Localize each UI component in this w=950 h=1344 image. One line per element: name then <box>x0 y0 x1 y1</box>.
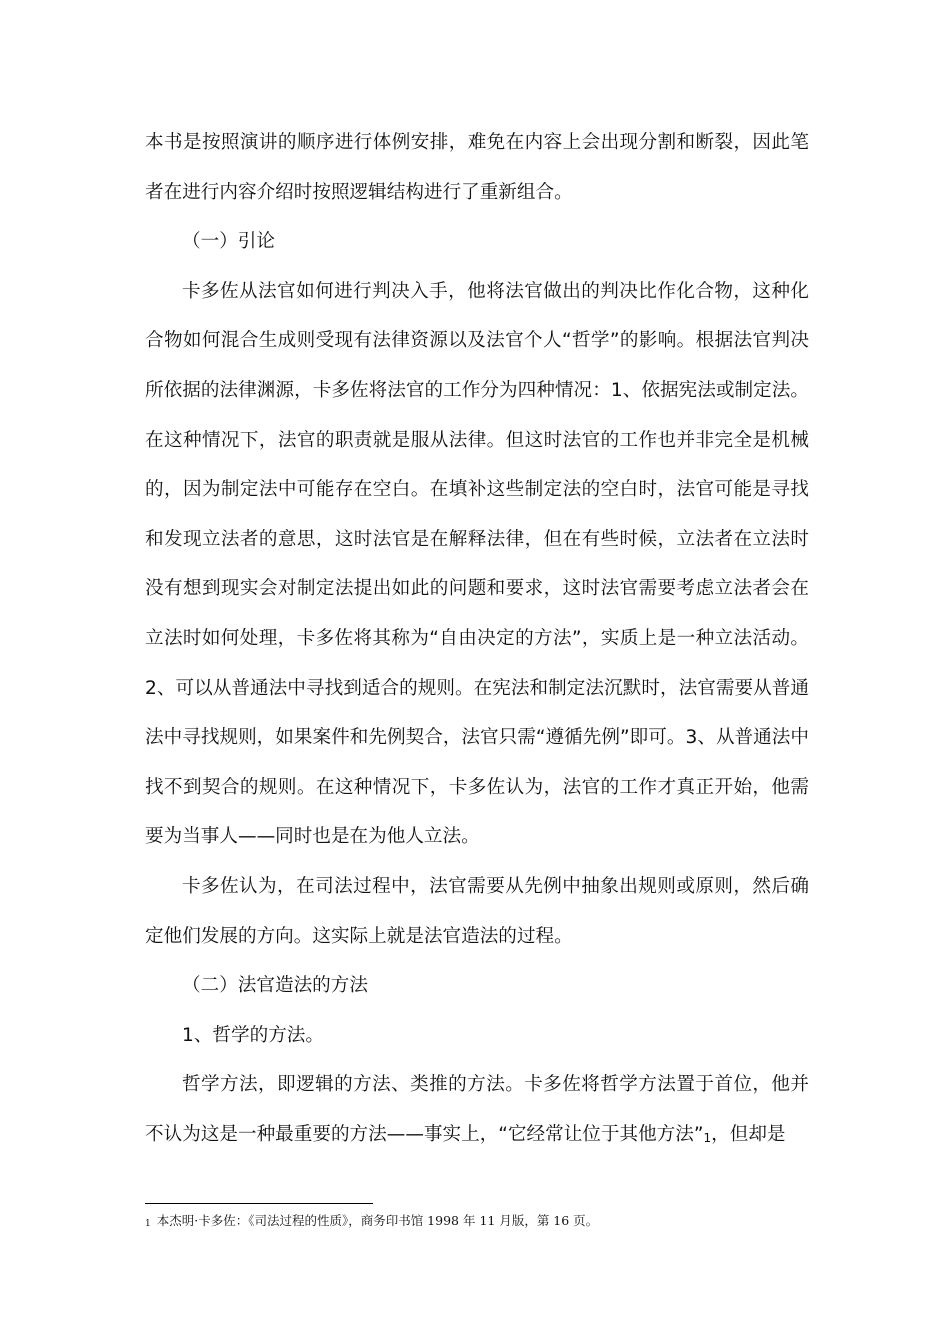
footnote-divider <box>145 1203 373 1204</box>
section-heading-methods: （二）法官造法的方法 <box>182 975 368 997</box>
paragraph-philosophy-method <box>145 1060 809 1161</box>
paragraph-intro: 本书是按照演讲的顺序进行体例安排，难免在内容上会出现分割和断裂，因此笔者在进行内容介绍时按照逻辑结构进行了重新组合。 <box>145 132 809 203</box>
paragraph-philosophy-text: 哲学方法，即逻辑的方法、类推的方法。卡多佐将哲学方法置于首位，他并不认为这是一种最重要的方法——事实上，“它经常让位于其他方法” <box>145 1074 809 1145</box>
paragraph-judicial-work: 卡多佐从法官如何进行判决入手，他将法官做出的判决比作化合物，这种化合物如何混合生成则受现有法律资源以及法官个人“哲学”的影响。根据法官判决所依据的法律渊源，卡多佐将法官的工作分为四种情况：1、依据宪法或制定法。在这种情况下，法官的职责就是服从法律。但这时法官的工作也并非完全是机械的，因为制定法中可能存在空白。在填补这些制定法的空白时，法官可能是寻找和发现立法者的意思，这时法官是在解释法律，但在有些时候，立法者在立法时没有想到现实会对制定法提出如此的问题和要求，这时法官需要考虑立法者会在立法时如何处理，卡多佐将其称为“自由决定的方法”，实质上是一种立法活动。2、可以从普通法中寻找到适合的规则。在宪法和制定法沉默时，法官需要从普通法中寻找规则，如果案件和先例契合，法官只需“遵循先例”即可。3、从普通法中找不到契合的规则。在这种情况下，卡多佐认为，法官的工作才真正开始，他需要为当事人——同时也是在为他人立法。 <box>145 280 809 848</box>
footnote-reference[interactable]: 1 <box>703 1130 712 1145</box>
footnote-mark: 1 <box>145 1219 151 1229</box>
subheading-philosophy-method: 1、哲学的方法。 <box>182 1024 324 1046</box>
footnote-text: 本杰明·卡多佐：《司法过程的性质》，商务印书馆 1998 年 11 月版，第 16 页。 <box>156 1213 599 1228</box>
paragraph-judge-made-law: 卡多佐认为，在司法过程中，法官需要从先例中抽象出规则或原则，然后确定他们发展的方向。这实际上就是法官造法的过程。 <box>145 875 809 947</box>
body-text <box>145 118 809 1161</box>
footnote <box>145 1211 809 1233</box>
paragraph-philosophy-tail: ，但却是 <box>711 1123 786 1145</box>
section-heading-introduction: （一）引论 <box>182 231 275 253</box>
